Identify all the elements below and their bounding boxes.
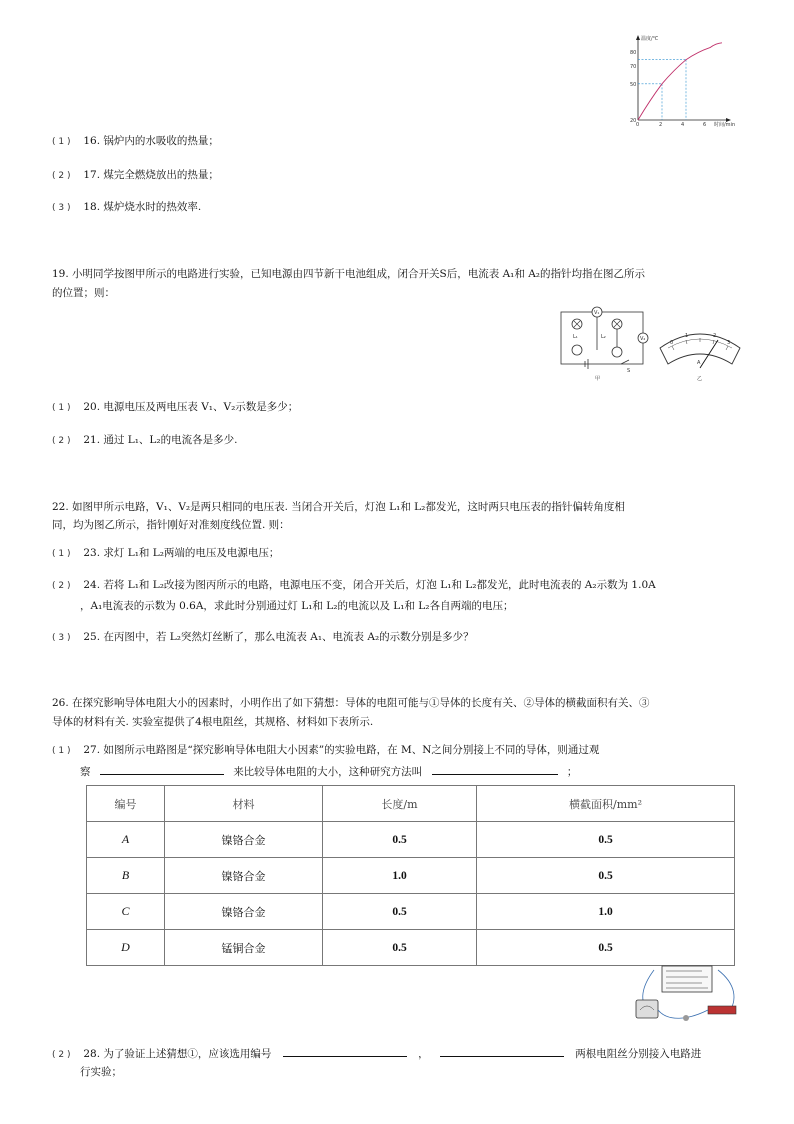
battery-icon (708, 1006, 736, 1014)
label-yi: 乙 (697, 376, 703, 382)
dial-tick-0: 0 (670, 340, 674, 346)
resistance-wire-table (86, 785, 735, 966)
q28-text-line-2: 行实验； (80, 1066, 122, 1078)
q24-text-line-2: ，A₁电流表的示数为 0.6A，求此时分别通过灯 L₁和 L₂的电流以及 L₁和 L₂各自两端的电压； (80, 600, 514, 612)
label-v1: V₁ (594, 310, 600, 316)
q17-text: 17. 煤完全燃烧放出的热量； (83, 169, 219, 181)
q26-part-1 (52, 742, 599, 757)
table-row (87, 822, 735, 858)
dial-tick-3: 3 (727, 340, 731, 346)
cell-id: B (87, 858, 165, 894)
cell-length: 0.5 (323, 894, 477, 930)
graph-curve (638, 43, 722, 120)
ammeter-a2-icon (612, 347, 622, 357)
experiment-apparatus-illustration (628, 962, 744, 1026)
cell-id: C (87, 894, 165, 930)
q15-part-2 (52, 167, 219, 182)
q18-text: 18. 煤炉烧水时的热效率. (83, 201, 202, 213)
dial-tick-2: 2 (713, 333, 717, 339)
q19-line-1: 19. 小明同学按图甲所示的电路进行实验，已知电源由四节新干电池组成，闭合开关S后，电流表 A₁和 A₂的指针均指在图乙所示 (52, 268, 645, 280)
ammeter-a1-icon (572, 345, 582, 355)
header-area: 横截面积/mm² (477, 786, 735, 822)
cell-length: 0.5 (323, 930, 477, 966)
q25-text: 25. 在丙图中，若 L₂突然灯丝断了，那么电流表 A₁、电流表 A₂的示数分别是多少？ (83, 631, 474, 643)
part-number: ( 2 ) (52, 436, 71, 446)
q22-line-1: 22. 如图甲所示电路，V₁、V₂是两只相同的电压表. 当闭合开关后，灯泡 L₁和 L₂都发光，这时两只电压表的指针偏转角度相 (52, 501, 625, 513)
part-number: ( 1 ) (52, 549, 71, 559)
circuit-diagram-jia (555, 302, 650, 384)
q19-part-1 (52, 399, 298, 414)
q23-text: 23. 求灯 L₁和 L₂两端的电压及电源电压； (83, 547, 280, 559)
q22-line-2: 同，均为图乙所示，指针刚好对准刻度线位置. 则： (52, 519, 290, 531)
dial-unit: A (697, 360, 701, 366)
part-number: ( 2 ) (52, 581, 71, 591)
graph-y-label: 温度/℃ (641, 36, 659, 42)
q27-answer-blank-2[interactable] (432, 763, 558, 775)
q27-text-line-1: 27. 如图所示电路图是“探究影响导体电阻大小因素”的实验电路，在 M、N之间分别接上不同的导体，则通过观 (83, 744, 600, 756)
graph-x-tick-2: 2 (659, 122, 663, 128)
graph-y-tick-20: 20 (630, 118, 637, 124)
part-number: ( 3 ) (52, 633, 71, 643)
q16-text: 16. 锅炉内的水吸收的热量； (83, 135, 219, 147)
q24-text-line-1: 24. 若将 L₁和 L₂改接为图丙所示的电路，电源电压不变，闭合开关后，灯泡 L₁和 L₂都发光，此时电流表的 A₂示数为 1.0A (83, 579, 656, 591)
cell-material: 锰铜合金 (165, 930, 323, 966)
header-length: 长度/m (323, 786, 477, 822)
graph-x-label: 时间/min (714, 122, 736, 128)
table-header-row (87, 786, 735, 822)
cell-material: 镍铬合金 (165, 894, 323, 930)
q27-end: ； (566, 766, 578, 778)
q28-text-b: ， (418, 1048, 429, 1060)
part-number: ( 3 ) (52, 203, 71, 213)
cell-id: A (87, 822, 165, 858)
q27-observe-label: 察 (80, 766, 91, 778)
q15-part-1 (52, 133, 219, 148)
cell-area: 0.5 (477, 858, 735, 894)
meter-dial-yi (656, 318, 744, 384)
cell-length: 0.5 (323, 822, 477, 858)
part-number: ( 1 ) (52, 403, 71, 413)
label-v2: V₂ (640, 336, 646, 342)
q19-part-2 (52, 432, 237, 447)
q15-part-3 (52, 199, 201, 214)
q27-answer-blank-1[interactable] (100, 763, 224, 775)
graph-x-tick-4: 4 (681, 122, 685, 128)
q26-line-1: 26. 在探究影响导体电阻大小的因素时，小明作出了如下猜想：导体的电阻可能与①导体的长度有关、②导体的横截面积有关、③ (52, 697, 650, 709)
label-l2: L₂ (601, 334, 606, 340)
q22-part-1 (52, 545, 279, 560)
label-switch: S (627, 368, 631, 374)
q22-part-3 (52, 629, 474, 644)
q28-answer-blank-1[interactable] (283, 1045, 407, 1057)
cell-material: 镍铬合金 (165, 822, 323, 858)
header-id: 编号 (87, 786, 165, 822)
q26-part-2 (52, 1045, 701, 1061)
q27-method-label: 来比较导体电阻的大小，这种研究方法叫 (233, 766, 423, 778)
q20-text: 20. 电源电压及两电压表 V₁、V₂示数是多少； (83, 401, 299, 413)
cell-length: 1.0 (323, 858, 477, 894)
q19-line-2: 的位置；则： (52, 287, 115, 299)
label-l1: L₁ (573, 334, 578, 340)
part-number: ( 2 ) (52, 171, 71, 181)
part-number: ( 2 ) (52, 1050, 71, 1060)
table-row (87, 894, 735, 930)
q27-text-line-2 (80, 763, 577, 779)
part-number: ( 1 ) (52, 137, 71, 147)
graph-x-tick-0: 0 (636, 122, 640, 128)
cell-area: 0.5 (477, 822, 735, 858)
cell-area: 1.0 (477, 894, 735, 930)
q28-answer-blank-2[interactable] (440, 1045, 564, 1057)
part-number: ( 1 ) (52, 746, 71, 756)
table-row (87, 858, 735, 894)
ammeter-icon (636, 1000, 658, 1018)
cell-area: 0.5 (477, 930, 735, 966)
q21-text: 21. 通过 L₁、L₂的电流各是多少. (83, 434, 238, 446)
table-row (87, 930, 735, 966)
temperature-time-graph (620, 32, 750, 128)
header-material: 材料 (165, 786, 323, 822)
q22-part-2 (52, 577, 656, 592)
graph-y-tick-70: 70 (630, 64, 637, 70)
q28-text-c: 两根电阻丝分别接入电路进 (575, 1048, 702, 1060)
q26-line-2: 导体的材料有关. 实验室提供了4根电阻丝，其规格、材料如下表所示. (52, 716, 374, 728)
dial-tick-1: 1 (685, 333, 689, 339)
label-jia: 甲 (595, 376, 601, 382)
q28-text-a: 28. 为了验证上述猜想①，应该选用编号 (83, 1048, 272, 1060)
cell-id: D (87, 930, 165, 966)
graph-x-tick-6: 6 (703, 122, 707, 128)
graph-y-tick-50: 50 (630, 82, 637, 88)
graph-y-tick-80: 80 (630, 50, 637, 56)
cell-material: 镍铬合金 (165, 858, 323, 894)
